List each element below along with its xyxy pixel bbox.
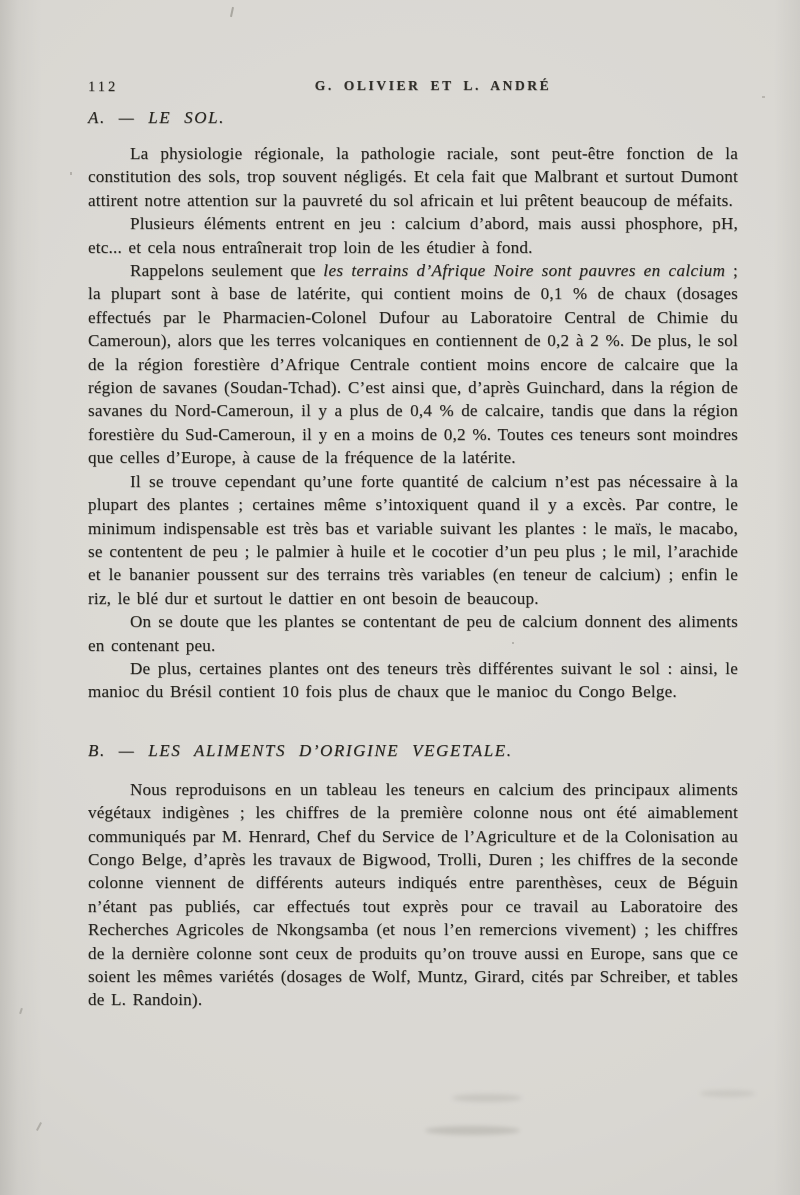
- section-a-body: [88, 142, 738, 704]
- scan-speck: [19, 1008, 23, 1014]
- paragraph: [88, 610, 738, 657]
- section-b-body: [88, 778, 738, 1012]
- scan-smudge: [700, 1090, 755, 1097]
- paragraph: [88, 778, 738, 1012]
- text-run: Rappelons seulement que: [130, 261, 324, 281]
- scan-smudge: [452, 1094, 522, 1102]
- paragraph: [88, 657, 738, 704]
- text-run: De plus, certaines plantes ont des teneurs très différentes suivant le sol : ainsi, le manioc du Brésil contient 10 fois plus de chaux que le manioc du Congo Belge.: [88, 658, 738, 702]
- scan-speck: [762, 96, 765, 98]
- scan-speck: [36, 1122, 42, 1131]
- text-run: La physiologie régionale, la pathologie raciale, sont peut-être fonction de la constitution des sols, trop souvent négligés. Et cela fait que Malbrant et surtout Dumont attirent notre attention sur la pauvreté du sol africain et lui prêtent beaucoup de méfaits.: [88, 144, 738, 210]
- text-run: Il se trouve cependant qu’une forte quantité de calcium n’est pas nécessaire à la plupart des plantes ; certaines même s’intoxiquent quand il y a excès. Par contre, le minimum indispensable est très bas et variable suivant les plantes : le maïs, le macabo, se contentent de peu ; le palmier à huile et le cocotier d’un peu plus ; le mil, l’arachide et le bananier poussent sur des terrains très variables (en teneur de calcium) ; enfin le riz, le blé dur et surtout le dattier en ont besoin de beaucoup.: [88, 471, 738, 608]
- paragraph: [88, 212, 738, 259]
- section-b-heading: B. — LES ALIMENTS D’ORIGINE VEGETALE.: [88, 740, 513, 760]
- scan-speck: [70, 172, 72, 175]
- text-run: ; la plupart sont à base de latérite, qui contient moins de 0,1 % de chaux (dosages effectués par le Pharmacien-Colonel Dufour au Laboratoire Central de Chimie du Cameroun), alors que les terres volcaniques en contiennent de 0,2 à 2 %. De plus, le sol de la région forestière d’Afrique Centrale contient moins encore de calcaire que la région de savanes (Soudan-Tchad). C’est ainsi que, d’après Guinchard, dans la région de savanes du Nord-Cameroun, il y a plus de 0,4 % de calcaire, tandis que dans la région forestière du Sud-Cameroun, il y en a moins de 0,2 %. Toutes ces teneurs sont moindres que celles d’Europe, à cause de la fréquence de la latérite.: [88, 261, 738, 468]
- scan-speck: [230, 7, 234, 17]
- paragraph: [88, 142, 738, 212]
- running-head: G. OLIVIER ET L. ANDRÉ: [314, 78, 552, 93]
- text-column: [88, 108, 738, 1012]
- scan-smudge: [425, 1126, 520, 1135]
- text-run: On se doute que les plantes se contentant de peu de calcium donnent des aliments en contenant peu.: [88, 612, 738, 655]
- text-run: Nous reproduisons en un tableau les teneurs en calcium des principaux aliments végétaux indigènes ; les chiffres de la première colonne nous ont été aimablement communiqués par M. Henrard, Chef du Service de l’Agriculture et de la Colonisation au Congo Belge, d’après les travaux de Bigwood, Trolli, Duren ; les chiffres de la seconde colonne viennent de différents auteurs indiqués entre parenthèses, ceux de Béguin n’étant pas publiés, car effectués tout exprès pour ce travail au Laboratoire des Recherches Agricoles de Nkongsamba (et nous l’en remercions vivement) ; les chiffres de la dernière colonne sont ceux de produits qu’on trouve aussi en Europe, sans que ce soient les mêmes variétés (dosages de Wolf, Muntz, Girard, cités par Schreiber, et tables de L. Randoin).: [88, 779, 738, 1010]
- section-a-heading: A. — LE SOL.: [88, 108, 226, 127]
- italic-run: les terrains d’Afrique Noire sont pauvres en calcium: [323, 261, 726, 281]
- page-number: 112: [88, 79, 119, 95]
- paragraph: [88, 259, 738, 470]
- scan-speck: [512, 642, 514, 644]
- text-run: Plusieurs éléments entrent en jeu : calcium d’abord, mais aussi phosphore, pH, etc... et cela nous entraînerait trop loin de les étudier à fond.: [88, 214, 738, 257]
- page-header: [88, 76, 738, 98]
- paragraph: [88, 470, 738, 610]
